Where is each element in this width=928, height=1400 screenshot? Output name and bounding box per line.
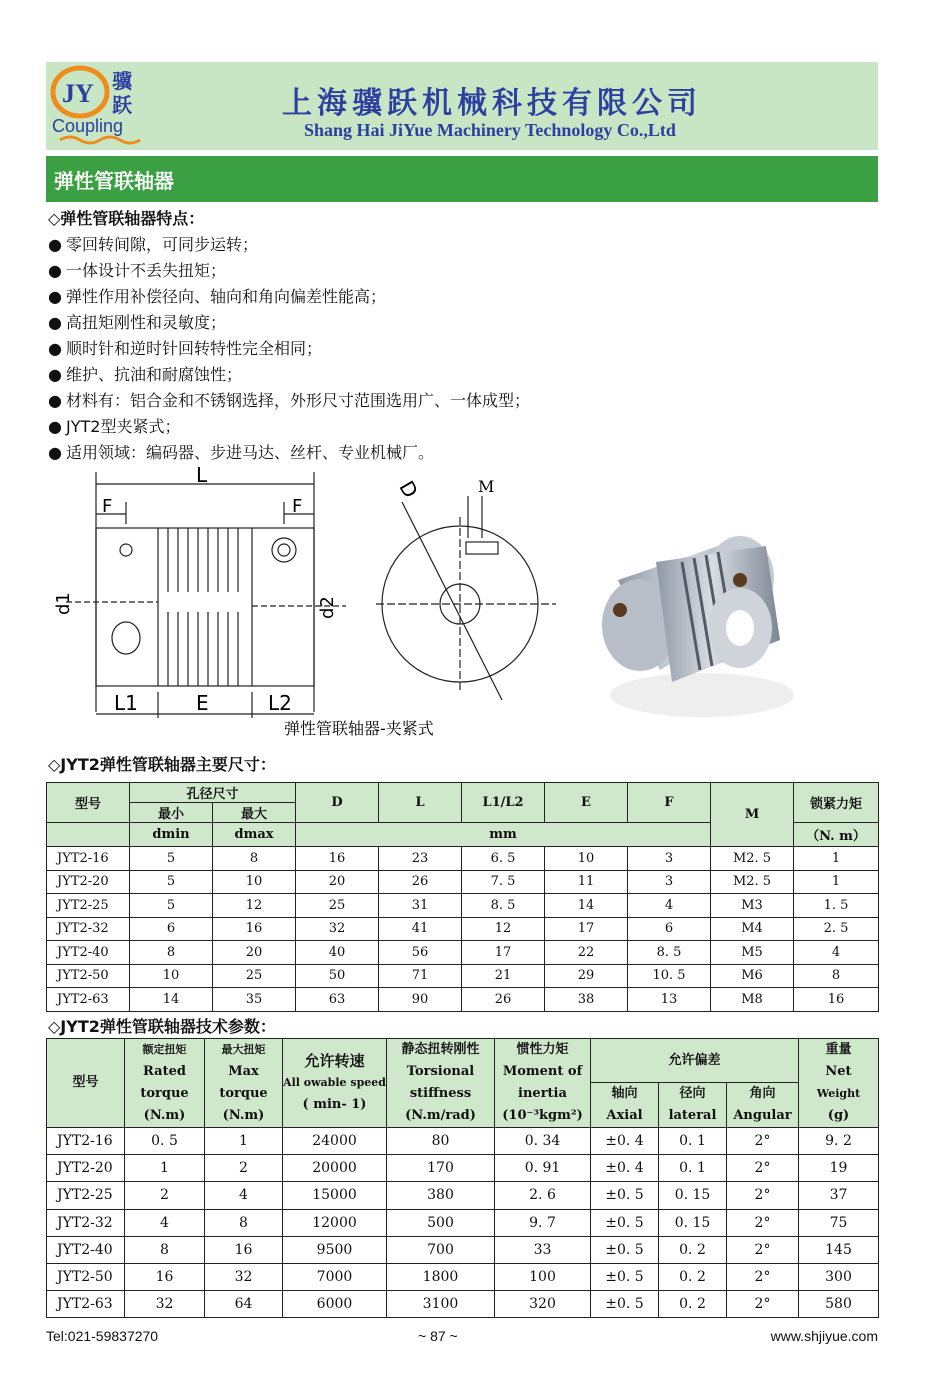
feature-item: ● 一体设计不丢失扭矩； <box>48 261 227 280</box>
table1-body <box>47 847 879 1012</box>
dim-label-F-left: F <box>102 496 113 517</box>
col-header-inertia: 惯性力矩 Moment of inertia (10⁻³kgm²) <box>495 1039 591 1128</box>
footer-tel: Tel:021-59837270 <box>46 1328 159 1344</box>
table-row: JYT2-25 2 4 15000 380 2. 6 ±0. 5 0. 15 2° 37 <box>47 1182 879 1209</box>
col-header-dmax: dmax <box>213 823 296 847</box>
col-header-lateral: 径向 lateral <box>659 1083 727 1128</box>
col-header-model: 型号 <box>47 1039 125 1128</box>
col-header-E: E <box>545 783 628 823</box>
table-row: JYT2-16 0. 5 1 24000 80 0. 34 ±0. 4 0. 1 2° 9. 2 <box>47 1128 879 1155</box>
col-header-F: F <box>628 783 711 823</box>
footer-page-number: ~ 87 ~ <box>418 1328 458 1344</box>
table-row: JYT2-32 4 8 12000 500 9. 7 ±0. 5 0. 15 2° 75 <box>47 1209 879 1236</box>
feature-item: ● 弹性作用补偿径向、轴向和角向偏差性能高； <box>48 287 387 306</box>
col-header-D: D <box>296 783 379 823</box>
dim-label-L2: L2 <box>268 691 292 715</box>
dim-label-F-right: F <box>292 496 303 517</box>
feature-item: ● JYT2型夹紧式； <box>48 417 181 436</box>
table2-body <box>47 1128 879 1318</box>
features-title: ◇弹性管联轴器特点： <box>48 209 205 228</box>
feature-item: ● 维护、抗油和耐腐蚀性； <box>48 365 243 384</box>
logo-word: Coupling <box>52 116 124 136</box>
table1-title: ◇JYT2弹性管联轴器主要尺寸： <box>48 755 276 774</box>
feature-item: ● 高扭矩刚性和灵敏度； <box>48 313 227 332</box>
product-title-bar <box>46 156 878 202</box>
logo-initials: JY <box>62 79 94 108</box>
technical-drawing <box>46 462 586 742</box>
features-section <box>48 206 848 466</box>
table-row: JYT2-50 16 32 7000 1800 100 ±0. 5 0. 2 2° 300 <box>47 1263 879 1290</box>
col-header-L1L2: L1/L2 <box>462 783 545 823</box>
table2-title: ◇JYT2弹性管联轴器技术参数： <box>48 1017 276 1036</box>
col-header-L: L <box>379 783 462 823</box>
col-header-deviation: 允许偏差 <box>591 1039 799 1083</box>
table-row: JYT2-63 14 35 63 90 26 38 13 M8 16 <box>47 988 879 1012</box>
technical-params-table <box>46 1038 879 1318</box>
dim-label-L1: L1 <box>114 691 138 715</box>
product-title: 弹性管联轴器 <box>54 169 174 193</box>
table-row: JYT2-40 8 20 40 56 17 22 8. 5 M5 4 <box>47 941 879 965</box>
company-logo <box>50 64 150 148</box>
table-row: JYT2-40 8 16 9500 700 33 ±0. 5 0. 2 2° 145 <box>47 1236 879 1263</box>
dim-label-d2: d2 <box>317 596 338 619</box>
feature-item: ● 零回转间隙，可同步运转； <box>48 235 259 254</box>
col-header-unit-nm: （N. m） <box>794 823 879 847</box>
col-header-unit-mm: mm <box>296 823 711 847</box>
col-header-weight: 重量 Net Weight (g) <box>799 1039 879 1128</box>
col-header-min: 最小 <box>130 803 213 823</box>
logo-chars-1: 骥 <box>112 69 132 93</box>
dim-label-D: D <box>394 476 423 502</box>
footer-website[interactable]: www.shjiyue.com <box>770 1328 878 1344</box>
dim-label-d1: d1 <box>53 592 74 615</box>
product-photo <box>590 520 810 730</box>
front-view <box>376 496 556 700</box>
col-header-rated-torque: 额定扭矩 Rated torque (N.m) <box>125 1039 205 1128</box>
col-header-max-torque: 最大扭矩 Max torque (N.m) <box>205 1039 283 1128</box>
drawing-caption: 弹性管联轴器-夹紧式 <box>284 719 434 738</box>
table-row: JYT2-20 5 10 20 26 7. 5 11 3 M2. 5 1 <box>47 870 879 894</box>
col-header-dmin: dmin <box>130 823 213 847</box>
dim-label-E: E <box>196 691 209 715</box>
company-name-en: Shang Hai JiYue Machinery Technology Co.,Ltd <box>304 120 676 140</box>
col-header-speed: 允许转速 All owable speed ( min- 1) <box>283 1039 387 1128</box>
table-row: JYT2-16 5 8 16 23 6. 5 10 3 M2. 5 1 <box>47 847 879 871</box>
page-header <box>46 62 878 150</box>
feature-item: ● 适用领域：编码器、步进马达、丝杆、专业机械厂。 <box>48 443 435 462</box>
col-header-model-blank <box>47 823 130 847</box>
col-header-model: 型号 <box>47 783 130 823</box>
col-header-axial: 轴向 Axial <box>591 1083 659 1128</box>
col-header-M: M <box>711 783 794 847</box>
feature-item: ● 顺时针和逆时针回转特性完全相同； <box>48 339 323 358</box>
table-row: JYT2-25 5 12 25 31 8. 5 14 4 M3 1. 5 <box>47 894 879 918</box>
dimensions-table <box>46 782 879 1012</box>
dim-label-M: M <box>478 477 495 496</box>
col-header-angular: 角向 Angular <box>727 1083 799 1128</box>
table-row: JYT2-32 6 16 32 41 12 17 6 M4 2. 5 <box>47 917 879 941</box>
logo-chars-2: 跃 <box>112 93 132 117</box>
col-header-max: 最大 <box>213 803 296 823</box>
col-header-bore: 孔径尺寸 <box>130 783 296 803</box>
table-row: JYT2-50 10 25 50 71 21 29 10. 5 M6 8 <box>47 964 879 988</box>
col-header-torque: 锁紧力矩 <box>794 783 879 823</box>
col-header-stiffness: 静态扭转刚性 Torsional stiffness (N.m/rad) <box>387 1039 495 1128</box>
table-row: JYT2-63 32 64 6000 3100 320 ±0. 5 0. 2 2° 580 <box>47 1291 879 1318</box>
table-row: JYT2-20 1 2 20000 170 0. 91 ±0. 4 0. 1 2° 19 <box>47 1155 879 1182</box>
feature-item: ● 材料有：铝合金和不锈钢选择，外形尺寸范围选用广、一体成型； <box>48 391 531 410</box>
company-name-cn: 上海骥跃机械科技有限公司 <box>282 86 702 121</box>
dim-label-L: L <box>196 463 208 487</box>
